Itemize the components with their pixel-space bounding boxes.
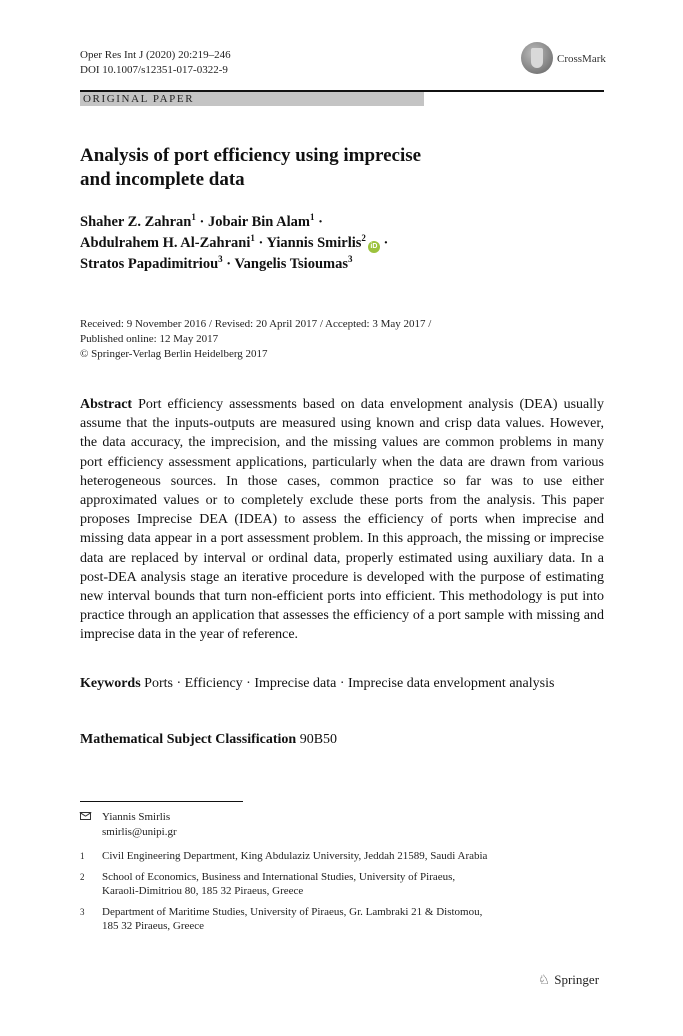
affiliation-ref: 1 — [191, 212, 196, 223]
affiliation-number: 1 — [80, 851, 85, 861]
publication-history — [80, 317, 600, 362]
crossmark-label: CrossMark — [557, 53, 606, 65]
journal-citation: Oper Res Int J (2020) 20:219–246 — [80, 49, 231, 61]
corresponding-author: Yiannis Smirlis — [102, 811, 171, 823]
affiliation-ref: 3 — [218, 254, 223, 265]
affiliation-text: 185 32 Piraeus, Greece — [102, 920, 205, 932]
author-name[interactable]: Vangelis Tsioumas — [234, 256, 349, 272]
affiliation-text: Department of Maritime Studies, University of Piraeus, Gr. Lambraki 21 & Distomou, — [102, 905, 483, 918]
author-name[interactable]: Abdulrahem H. Al-Zahrani — [80, 235, 251, 251]
affiliation-number: 3 — [80, 906, 85, 917]
affiliation-2 — [80, 870, 604, 899]
springer-horse-icon: ♘ — [538, 972, 550, 987]
author-line-2 — [80, 233, 600, 254]
doi[interactable]: DOI 10.1007/s12351-017-0322-9 — [80, 64, 228, 76]
author-name[interactable]: Shaher Z. Zahran — [80, 214, 192, 230]
crossmark-icon — [521, 42, 553, 74]
keywords — [80, 674, 604, 694]
author-name[interactable]: Jobair Bin Alam — [207, 214, 310, 230]
author-separator: · — [226, 256, 232, 272]
affiliation-ref: 1 — [250, 233, 255, 244]
affiliation-ref: 2 — [361, 233, 366, 244]
affiliation-3 — [80, 905, 604, 934]
title-line-1: Analysis of port efficiency using imprecise — [80, 145, 422, 166]
affiliation-text: School of Economics, Business and International Studies, University of Piraeus, — [102, 870, 456, 883]
author-separator: · — [318, 214, 323, 230]
title-line-2: and incomplete data — [80, 169, 245, 190]
history-dates: Received: 9 November 2016 / Revised: 20 April 2017 / Accepted: 3 May 2017 / — [80, 318, 432, 330]
envelope-icon — [80, 812, 91, 820]
crossmark-badge[interactable] — [521, 42, 616, 80]
author-separator: · — [199, 214, 205, 230]
msc-code: 90B50 — [299, 732, 338, 747]
orcid-icon[interactable]: iD — [368, 241, 380, 253]
affiliation-text: Civil Engineering Department, King Abdulaziz University, Jeddah 21589, Saudi Arabia — [102, 850, 488, 862]
author-name[interactable]: Stratos Papadimitriou — [80, 256, 219, 272]
publisher-name: Springer — [554, 972, 600, 987]
keywords-text: Ports · Efficiency · Imprecise data · Imprecise data envelopment analysis — [144, 676, 555, 691]
subject-classification — [80, 730, 604, 749]
article-category: ORIGINAL PAPER — [80, 92, 424, 106]
msc-label: Mathematical Subject Classification — [80, 732, 297, 747]
copyright: © Springer-Verlag Berlin Heidelberg 2017 — [80, 348, 268, 360]
abstract-text: Port efficiency assessments based on data envelopment analysis (DEA) usually assume that the inputs-outputs are measured using known and crisp data values. However, the data accuracy, the imprecision, and the missing values are common problems in many port efficiency assessment applications, particularly when the data are drawn from various heterogeneous sources. In those cases, common practice so far was to use either approximated values or to completely exclude these ports from the analysis. This paper proposes Imprecise DEA (IDEA) to assess the efficiency of ports when imprecise and missing data appear in a port assessment problem. In this approach, the missing or imprecise data are replaced by interval or ordinal data, properly estimated using auxiliary data. In a post-DEA analysis stage an iterative procedure is developed with the purpose of estimating new interval bounds that turn non-efficient ports into efficient. This methodology is put into practice through an application that assesses the efficiency of a port sample with missing and imprecise data in the year of reference. — [80, 397, 605, 643]
abstract — [80, 395, 604, 645]
footnote-rule — [80, 801, 243, 802]
corresponding-email[interactable]: smirlis@unipi.gr — [102, 825, 177, 838]
author-line-3 — [80, 254, 600, 275]
published-online: Published online: 12 May 2017 — [80, 333, 219, 345]
author-separator: · — [383, 235, 389, 251]
springer-logo[interactable] — [537, 972, 599, 988]
affiliation-text: Karaoli-Dimitriou 80, 185 32 Piraeus, Greece — [102, 885, 304, 897]
correspondence — [80, 810, 604, 839]
keywords-label: Keywords — [80, 676, 141, 691]
author-line-1 — [80, 212, 600, 233]
affiliation-ref: 1 — [310, 212, 315, 223]
author-separator: · — [258, 235, 264, 251]
author-name[interactable]: Yiannis Smirlis — [266, 235, 362, 251]
author-list — [80, 212, 600, 275]
footnotes — [80, 810, 604, 940]
abstract-label: Abstract — [80, 397, 133, 412]
affiliation-1 — [80, 849, 604, 864]
affiliation-number: 2 — [80, 871, 85, 882]
affiliation-ref: 3 — [348, 254, 353, 265]
paper-title — [80, 144, 600, 192]
